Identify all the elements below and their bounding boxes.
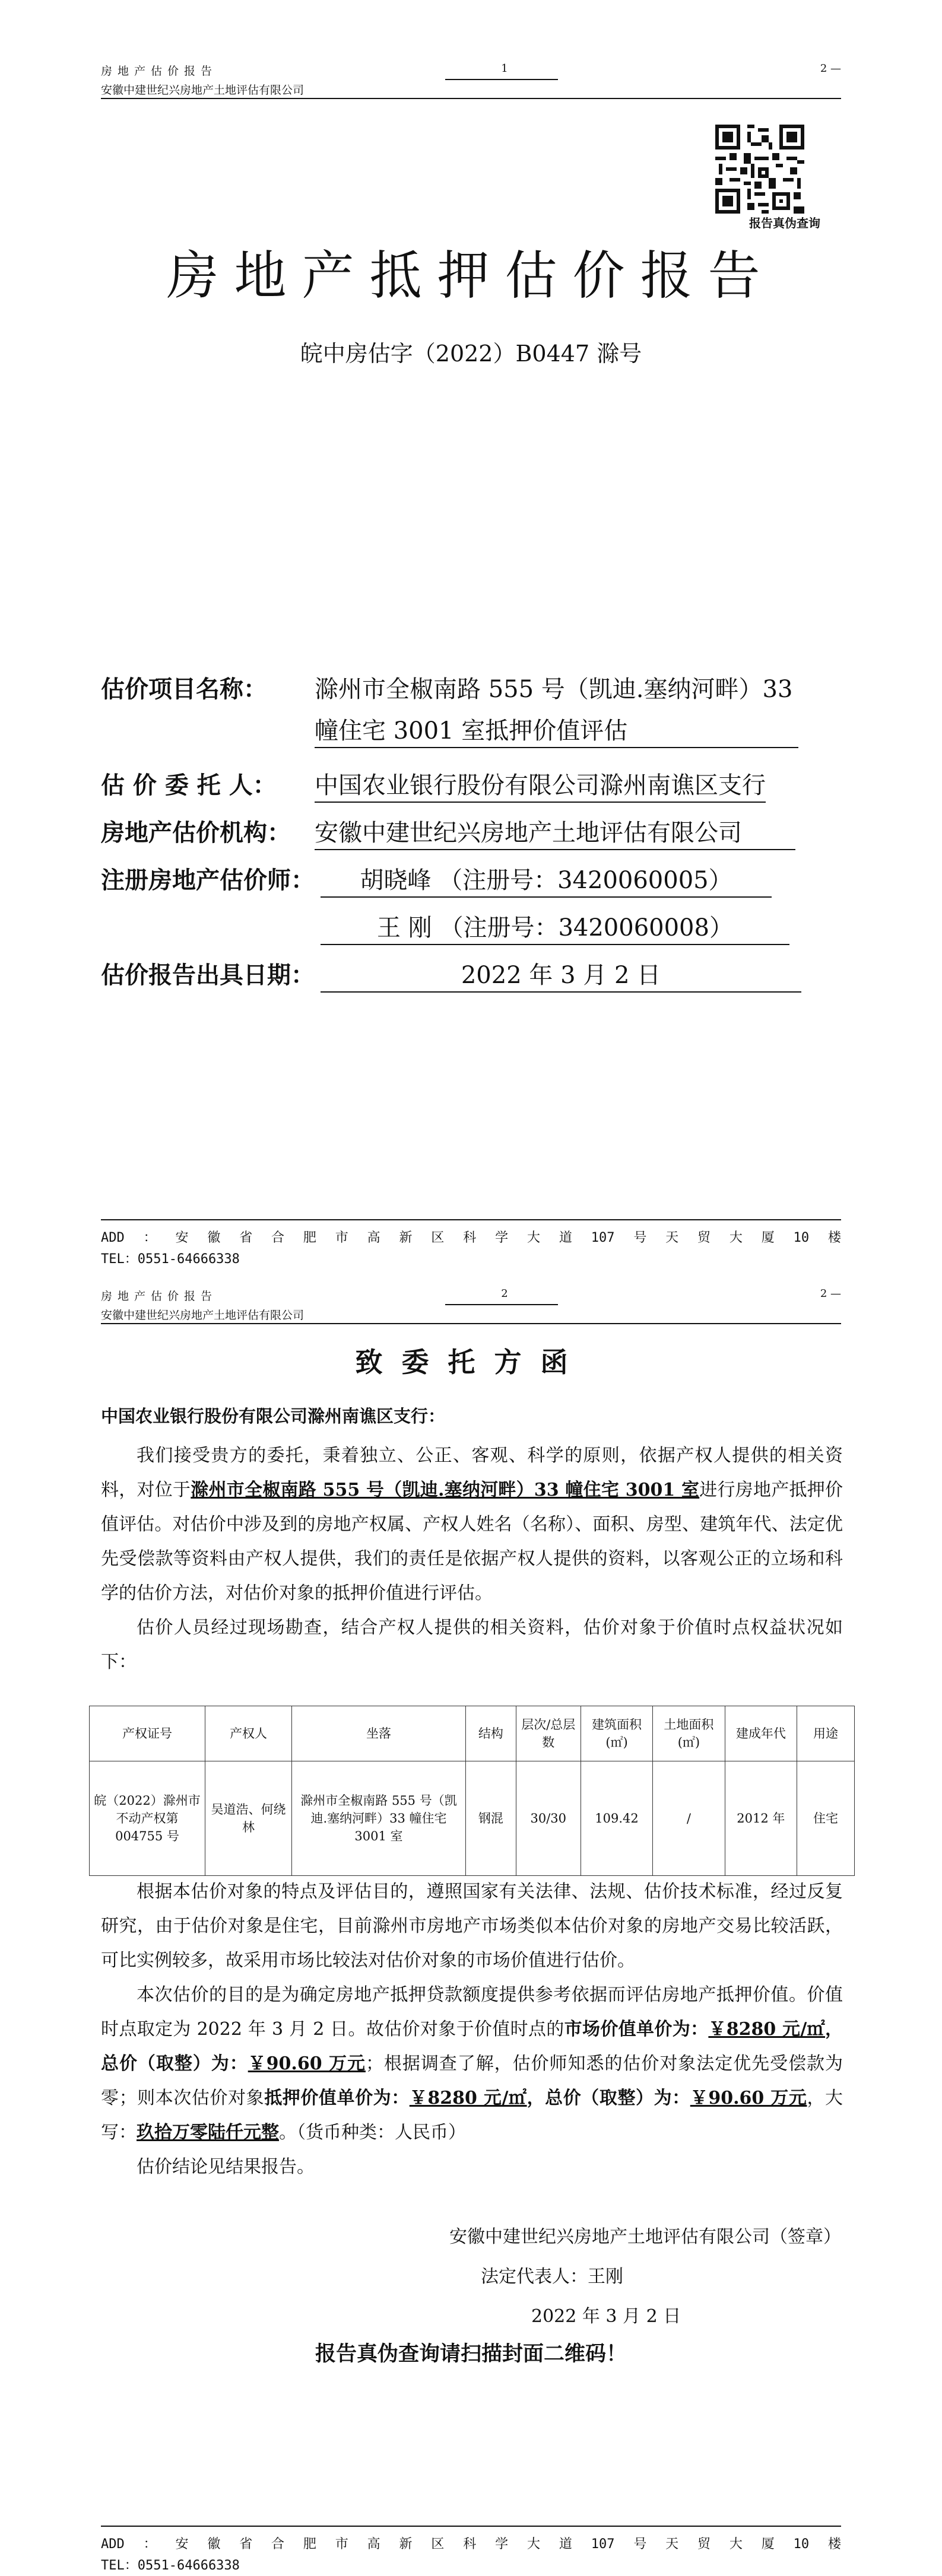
project-value-line1: 滁州市全椒南路 555 号（凯迪.塞纳河畔）33 [315, 676, 793, 703]
client-value: 中国农业银行股份有限公司滁州南谯区支行 [315, 767, 766, 803]
market-total-label: 总价（取整）为： [101, 2053, 248, 2074]
paragraph-3: 根据本估价对象的特点及评估目的，遵照国家有关法律、法规、估价技术标准，经过反复研究，由于估价对象是住宅，目前滁州市房地产市场类似本估价对象的房地产交易比较活跃，可比实例较多，故采用市场比较法对估价对象的市场价值进行估价。 [101, 1881, 843, 1971]
col-owner: 产权人 [205, 1706, 292, 1761]
cell-building-area: 109.42 [581, 1761, 652, 1876]
para1-text-a: 我们接受贵方的委托，秉着独立、公正、客观、科学的原则，依据产权人提供的相关资料，对位于 [101, 1445, 843, 1500]
header-company: 安徽中建世纪兴房地产土地评估有限公司 [101, 84, 305, 97]
para4-text-f: 。（货币种类：人民币） [279, 2122, 466, 2143]
para1-address: 滁州市全椒南路 555 号（凯迪.塞纳河畔）33 幢住宅 3001 室 [191, 1480, 700, 1500]
col-structure: 结构 [466, 1706, 516, 1761]
col-location: 坐落 [291, 1706, 465, 1761]
agency-value: 安徽中建世纪兴房地产土地评估有限公司 [315, 814, 795, 850]
header-rule [101, 98, 841, 99]
footer-tel: TEL：0551-64666338 [101, 1252, 240, 1267]
header-title: 房地产估价报告 [101, 65, 218, 78]
table-header-row [90, 1706, 855, 1761]
para4-comma: ， [825, 2019, 843, 2040]
mortgage-unit-label: 抵押价值单价为： [264, 2088, 410, 2108]
report-title: 房地产抵押估价报告 [166, 245, 776, 306]
col-building-area: 建筑面积(㎡) [581, 1706, 652, 1761]
cell-cert-no: 皖（2022）滁州市不动产权第 004755 号 [90, 1761, 205, 1876]
mortgage-total-price: ￥90.60 万元 [690, 2088, 807, 2108]
paragraph-2: 估价人员经过现场勘查，结合产权人提供的相关资料，估价对象于价值时点权益状况如下： [101, 1617, 843, 1672]
footer-rule [101, 2526, 841, 2527]
para4-text-d: ；根据调查了解，估价师知悉的估价对象法定优先受偿款为零；则本次估价对象 [101, 2053, 843, 2108]
report-number: 皖中房估字（2022）B0447 滁号 [300, 341, 642, 367]
col-land-area: 土地面积(㎡) [653, 1706, 725, 1761]
footer-tel: TEL：0551-64666338 [101, 2558, 240, 2573]
paragraph-5: 估价结论见结果报告。 [137, 2157, 315, 2177]
qr-caption: 报告真伪查询 [749, 216, 820, 230]
appraiser-2: 王 刚 （注册号：3420060008） [321, 909, 789, 945]
addressee: 中国农业银行股份有限公司滁州南谯区支行： [101, 1406, 446, 1426]
col-floors: 层次/总层数 [516, 1706, 581, 1761]
qr-code-icon[interactable] [715, 125, 804, 214]
date-label: 估价报告出具日期： [101, 961, 315, 989]
page-number-underline [445, 79, 558, 80]
para4-text-e: ，大写： [101, 2088, 843, 2143]
date-value: 2022 年 3 月 2 日 [321, 956, 801, 993]
para4-comma-2: ， [526, 2088, 545, 2108]
cell-usage: 住宅 [797, 1761, 855, 1876]
col-cert-no: 产权证号 [90, 1706, 205, 1761]
authenticity-notice: 报告真伪查询请扫描封面二维码！ [315, 2342, 627, 2366]
client-label: 估 价 委 托 人： [101, 771, 277, 799]
project-label: 估价项目名称： [101, 675, 267, 703]
letter-title: 致委托方函 [355, 1346, 587, 1378]
page-header [101, 62, 841, 98]
signature-company: 安徽中建世纪兴房地产土地评估有限公司（签章） [449, 2227, 841, 2247]
letter-page [0, 1270, 942, 2576]
cell-owner: 吴道浩、何绕林 [205, 1761, 292, 1876]
mortgage-total-label: 总价（取整）为： [545, 2088, 690, 2108]
total-pages: 2 — [820, 62, 841, 75]
header-company: 安徽中建世纪兴房地产土地评估有限公司 [101, 1309, 305, 1322]
para1-text-b: 进行房地产抵押价值评估。对估价中涉及到的房地产权属、产权人姓名（名称）、面积、房型、建筑年代、法定优先受偿款等资料由产权人提供，我们的责任是依据产权人提供的资料，以客观公正的立场和科学的估价方法，对估价对象的抵押价值进行评估。 [101, 1480, 843, 1604]
project-value-line2: 幢住宅 3001 室抵押价值评估 [315, 712, 798, 748]
cell-built-year: 2012 年 [725, 1761, 797, 1876]
mortgage-unit-price: ￥8280 元/㎡ [409, 2088, 527, 2108]
letter-date: 2022 年 3 月 2 日 [531, 2306, 681, 2327]
total-pages: 2 — [820, 1287, 841, 1300]
page-header [101, 1287, 841, 1323]
total-in-words: 玖拾万零陆仟元整 [137, 2122, 279, 2143]
appraiser-1: 胡晓峰 （注册号：3420060005） [321, 861, 772, 898]
col-built-year: 建成年代 [725, 1706, 797, 1761]
letter-body-conclusion [101, 1875, 843, 2184]
property-table [89, 1706, 855, 1876]
footer-rule [101, 1219, 841, 1220]
header-rule [101, 1323, 841, 1324]
cell-land-area: / [653, 1761, 725, 1876]
table-row [90, 1761, 855, 1876]
paragraph-1 [101, 1439, 843, 1611]
cell-location: 滁州市全椒南路 555 号（凯迪.塞纳河畔）33 幢住宅 3001 室 [291, 1761, 465, 1876]
footer-address: ADD：安徽省合肥市高新区科学大道107号天贸大厦10楼 [101, 1230, 841, 1245]
market-total-price: ￥90.60 万元 [248, 2053, 366, 2074]
cell-structure: 钢混 [466, 1761, 516, 1876]
agency-label: 房地产估价机构： [101, 819, 291, 847]
header-title: 房地产估价报告 [101, 1290, 218, 1303]
letter-body-intro [101, 1439, 843, 1680]
page-number-underline [445, 1304, 558, 1305]
market-unit-price: ￥8280 元/㎡ [708, 2019, 825, 2040]
market-unit-label: 市场价值单价为： [564, 2019, 709, 2040]
cover-page [0, 0, 942, 1270]
page-number: 2 [501, 1287, 508, 1300]
footer-address: ADD：安徽省合肥市高新区科学大道107号天贸大厦10楼 [101, 2537, 841, 2552]
page-number: 1 [501, 62, 508, 75]
appraiser-label: 注册房地产估价师： [101, 866, 315, 894]
para4-text-a: 本次估价的目的是为确定房地产抵押贷款额度提供参考依据而评估房地产抵押价值。价值时点取定为 2022 年 3 月 2 日。故估价对象于价值时点的 [101, 1985, 843, 2040]
col-usage: 用途 [797, 1706, 855, 1761]
cell-floors: 30/30 [516, 1761, 581, 1876]
paragraph-4 [101, 1978, 843, 2150]
legal-representative: 法定代表人：王刚 [481, 2266, 623, 2287]
